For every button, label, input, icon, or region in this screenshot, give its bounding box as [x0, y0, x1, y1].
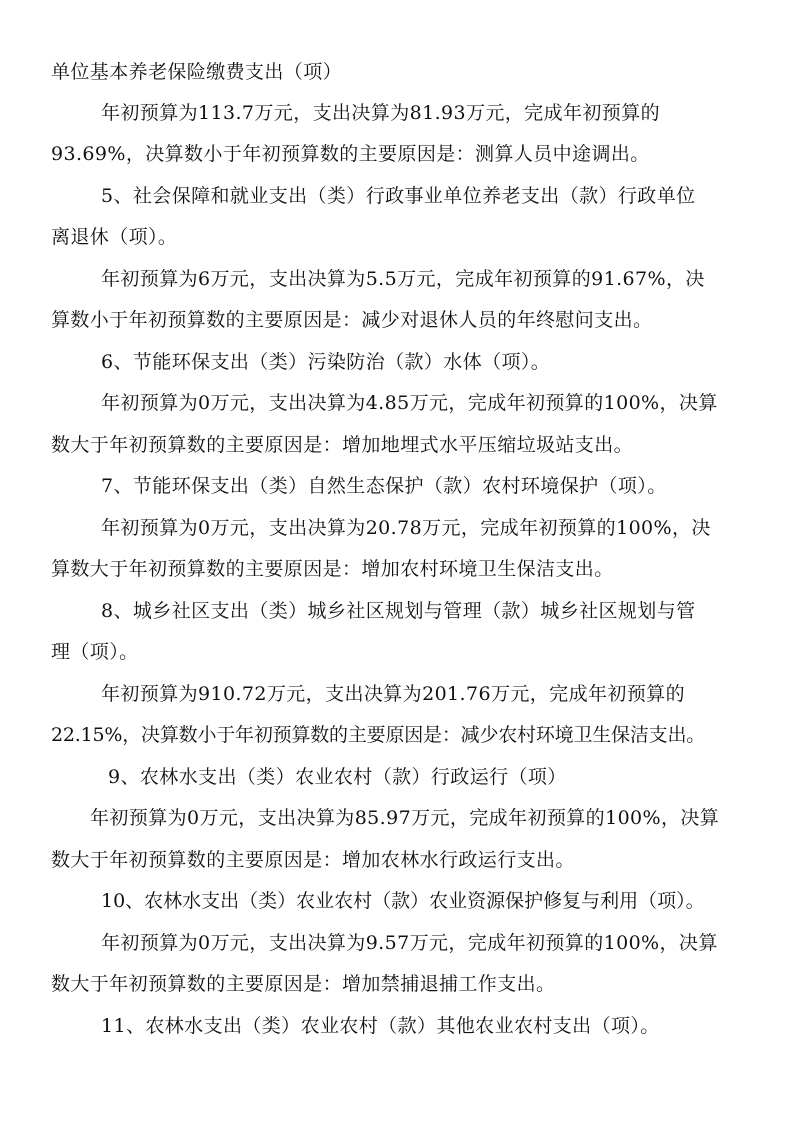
body-text-line: 年初预算为910.72万元，支出决算为201.76万元，完成年初预算的: [101, 683, 685, 705]
section-heading-6: 6、节能环保支出（类）污染防治（款）水体（项）。: [101, 351, 551, 373]
body-text-line: 年初预算为113.7万元，支出决算为81.93万元，完成年初预算的: [101, 102, 660, 124]
body-text-line: 22.15%，决算数小于年初预算数的主要原因是：减少农村环境卫生保洁支出。: [51, 724, 706, 746]
body-text-line: 数大于年初预算数的主要原因是：增加地埋式水平压缩垃圾站支出。: [51, 434, 634, 456]
section-heading-8-cont: 理（项）。: [51, 641, 139, 663]
body-text-line: 算数大于年初预算数的主要原因是：增加农村环境卫生保洁支出。: [51, 558, 614, 580]
body-text-line: 年初预算为6万元，支出决算为5.5万元，完成年初预算的91.67%，决: [101, 268, 705, 290]
body-text-line: 数大于年初预算数的主要原因是：增加农林水行政运行支出。: [51, 849, 575, 871]
body-text-line: 算数小于年初预算数的主要原因是：减少对退休人员的年终慰问支出。: [51, 309, 653, 331]
section-heading-8: 8、城乡社区支出（类）城乡社区规划与管理（款）城乡社区规划与管: [101, 600, 696, 622]
section-heading-7: 7、节能环保支出（类）自然生态保护（款）农村环境保护（项）。: [101, 475, 667, 497]
section-heading-5: 5、社会保障和就业支出（类）行政事业单位养老支出（款）行政单位: [101, 185, 696, 207]
body-text-line: 年初预算为0万元，支出决算为20.78万元，完成年初预算的100%，决: [101, 517, 711, 539]
section-heading-9: 9、农林水支出（类）农业农村（款）行政运行（项）: [108, 766, 567, 788]
section-heading-10: 10、农林水支出（类）农业农村（款）农业资源保护修复与利用（项）。: [101, 890, 705, 912]
body-text-line: 93.69%，决算数小于年初预算数的主要原因是：测算人员中途调出。: [51, 143, 650, 165]
section-heading-11: 11、农林水支出（类）农业农村（款）其他农业农村支出（项）。: [101, 1015, 660, 1037]
body-text-line: 年初预算为0万元，支出决算为4.85万元，完成年初预算的100%，决算: [101, 392, 718, 414]
heading-pension-contribution-item: 单位基本养老保险缴费支出（项）: [51, 61, 343, 83]
body-text-line: 数大于年初预算数的主要原因是：增加禁捕退捕工作支出。: [51, 973, 556, 995]
body-text-line: 年初预算为0万元，支出决算为9.57万元，完成年初预算的100%，决算: [101, 932, 718, 954]
body-text-line: 年初预算为0万元，支出决算为85.97万元，完成年初预算的100%，决算: [90, 807, 720, 829]
section-heading-5-cont: 离退休（项）。: [51, 226, 178, 248]
